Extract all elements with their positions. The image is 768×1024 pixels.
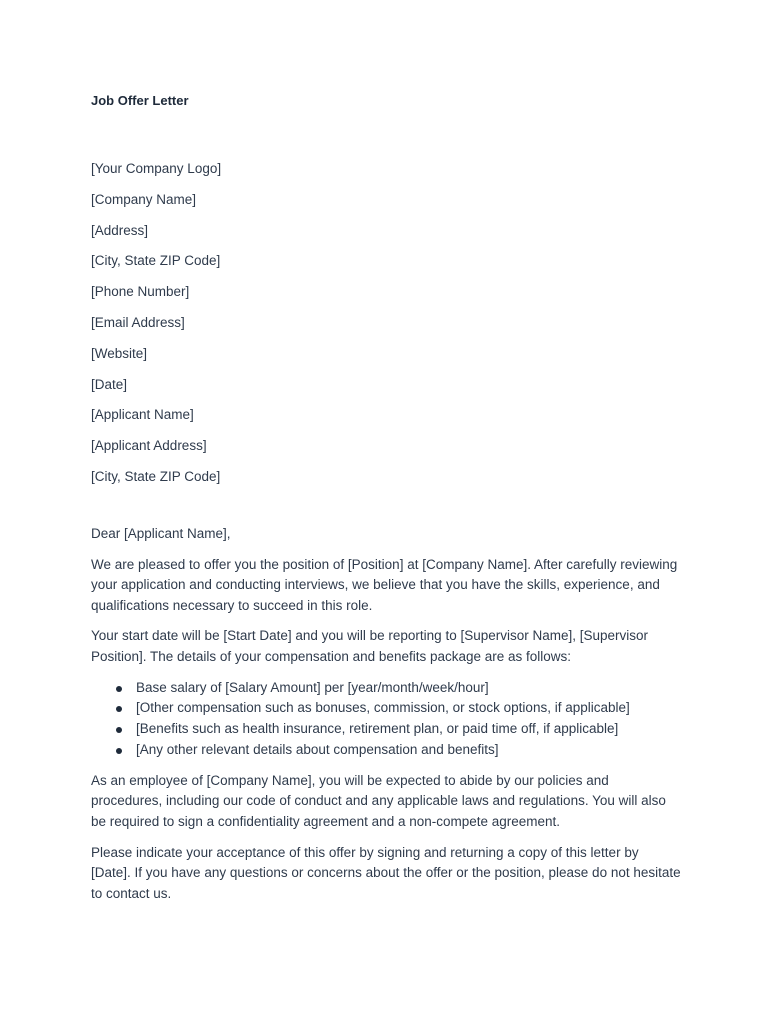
policies-paragraph: As an employee of [Company Name], you will be expected to abide by our policies and procedures, including our code of conduct and any applicable laws and regulations. You will also be required to sign a confidentiality agreement and a non-compete agreement.: [91, 772, 666, 829]
document-title: Job Offer Letter: [91, 93, 189, 108]
list-item: [136, 740, 681, 761]
company-logo-placeholder: [Your Company Logo]: [91, 161, 222, 176]
bullet-icon: [116, 727, 122, 733]
city-state-zip-line: [City, State ZIP Code]: [91, 253, 221, 269]
compensation-list: [91, 678, 681, 761]
acceptance-paragraph: Please indicate your acceptance of this offer by signing and returning a copy of this letter by [Date]. If you have any questions or concerns about the offer or the position, please do not hesitate to contact us.: [91, 844, 681, 901]
website-line: [Website]: [91, 345, 148, 361]
company-name-line: [Company Name]: [91, 191, 197, 207]
list-item: [136, 719, 681, 740]
applicant-city-state-zip-line: [City, State ZIP Code]: [91, 468, 221, 484]
email-address-line: [Email Address]: [91, 314, 185, 330]
bullet-icon: [116, 686, 122, 692]
date-line: [Date]: [91, 376, 128, 392]
list-item-text: [Benefits such as health insurance, retirement plan, or paid time off, if applicable]: [136, 721, 619, 737]
salutation: Dear [Applicant Name],: [91, 526, 231, 541]
letter-header: [91, 154, 221, 493]
applicant-address-line: [Applicant Address]: [91, 438, 207, 454]
list-item-text: [Any other relevant details about compensation and benefits]: [136, 741, 499, 757]
applicant-name-line: [Applicant Name]: [91, 407, 194, 423]
address-line: [Address]: [91, 222, 149, 238]
offer-paragraph: We are pleased to offer you the position of [Position] at [Company Name]. After carefully reviewing your application and conducting interviews, we believe that you have the skills, experience, and qualifications necessary to succeed in this role.: [91, 556, 678, 613]
phone-number-line: [Phone Number]: [91, 284, 190, 300]
bullet-icon: [116, 706, 122, 712]
list-item-text: [Other compensation such as bonuses, commission, or stock options, if applicable]: [136, 700, 630, 716]
list-item: [136, 678, 681, 699]
letter-body: [91, 524, 681, 914]
list-item: [136, 698, 681, 719]
bullet-icon: [116, 748, 122, 754]
start-date-paragraph: Your start date will be [Start Date] and you will be reporting to [Supervisor Name], [Supervisor Position]. The details of your compensation and benefits package are as follows:: [91, 628, 649, 664]
list-item-text: Base salary of [Salary Amount] per [year/month/week/hour]: [136, 679, 489, 695]
